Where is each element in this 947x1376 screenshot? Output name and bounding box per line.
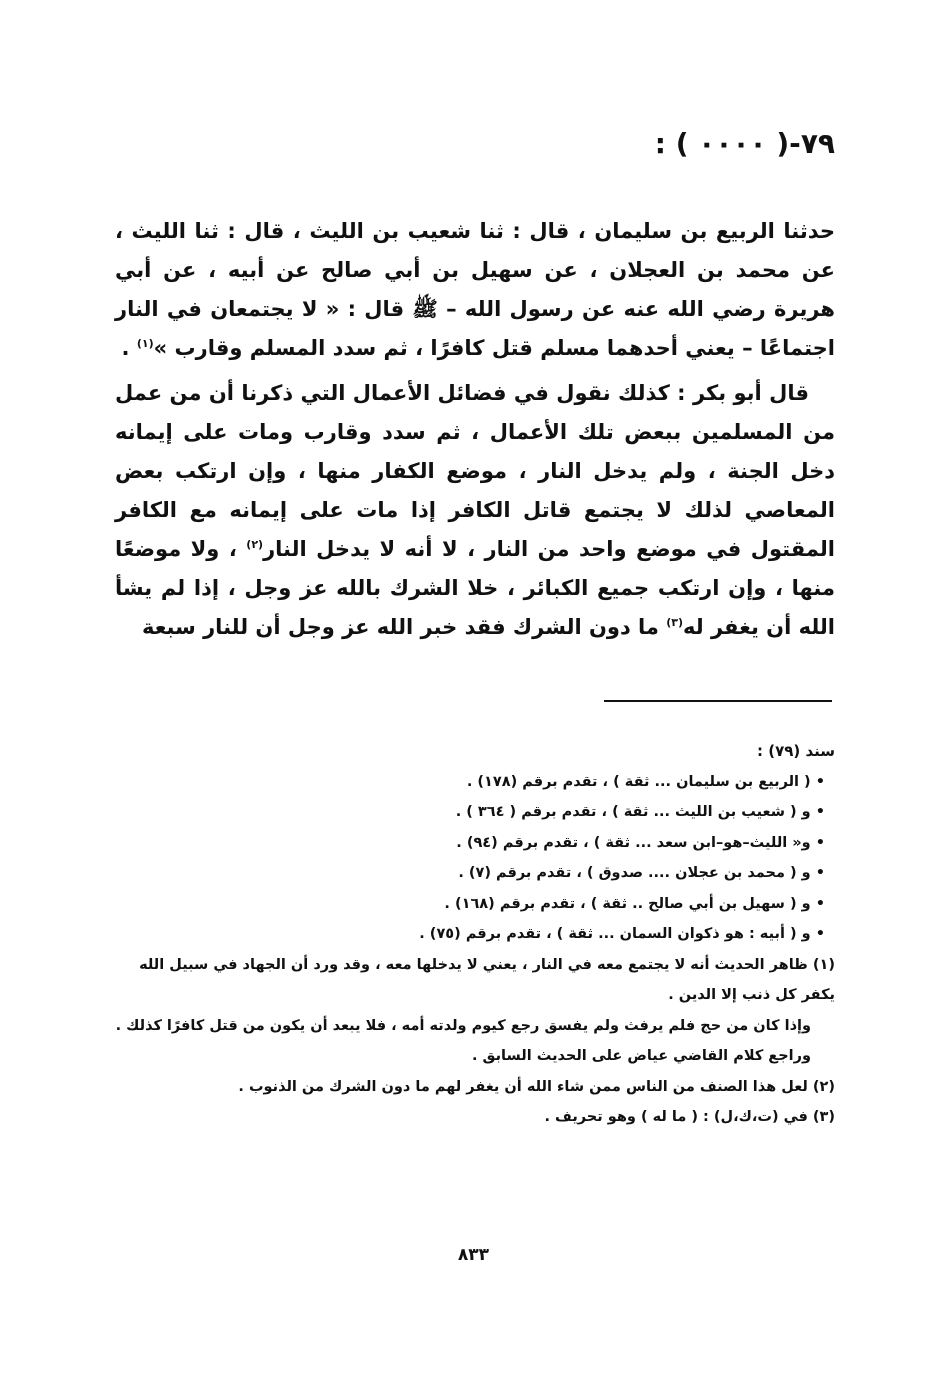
footnote-marker: (٢) — [246, 538, 264, 551]
sanad-line: • و ( شعيب بن الليث ... ثقة ) ، تقدم برقم ( ٣٦٤ ) . — [455, 804, 825, 820]
sanad-line: • و ( سهيل بن أبي صالح .. ثقة ) ، تقدم برقم (١٦٨) . — [444, 895, 825, 912]
sanad-title: سند (٧٩) : — [756, 742, 835, 760]
footnote: (٢) لعل هذا الصنف من الناس ممن شاء الله أن يغفر لهم ما دون الشرك من الذنوب . — [238, 1078, 835, 1095]
paragraph-text: ، ولا موضعًا منها ، وإن ارتكب جميع الكبائر ، خلا الشرك بالله عز وجل ، إذا لم يشأ الله أن يغفر له — [115, 537, 835, 639]
paragraph-text: حدثنا الربيع بن سليمان ، قال : ثنا شعيب بن الليث ، قال : ثنا الليث ، عن محمد بن العجلان ، عن سهيل بن أبي صالح عن أبيه ، عن أبي هريرة رضي الله عنه عن رسول الله – ﷺ قال : « لا يجتمعان في النار اجتماعًا – يعني أحدهما مسلم قتل كافرًا ، ثم سدد المسلم وقارب » — [115, 219, 835, 360]
sanad-chain — [115, 767, 835, 950]
sanad-line: • و ( محمد بن عجلان .... صدوق ) ، تقدم برقم (٧) . — [458, 865, 825, 881]
page-number: ٨٣٣ — [457, 1245, 490, 1265]
footnote-divider — [604, 700, 832, 702]
main-paragraph — [115, 212, 835, 368]
footnote: وإذا كان من حج فلم يرفث ولم يفسق رجع كيوم ولدته أمه ، فلا يبعد أن يكون من قتل كافرًا كذلك . — [115, 1017, 811, 1034]
footnote: (٣) في (ت،ك،ل) : ( ما له ) وهو تحريف . — [544, 1109, 835, 1125]
footnote: (١) ظاهر الحديث أنه لا يجتمع معه في النار ، يعني لا يدخلها معه ، وقد ورد أن الجهاد في سبيل الله يكفر كل ذنب إلا الدين . — [139, 956, 835, 1003]
sanad-line: • و« الليث–هو–ابن سعد ... ثقة ) ، تقدم برقم (٩٤) . — [456, 834, 825, 851]
sanad-line: • ( الربيع بن سليمان ... ثقة ) ، تقدم برقم (١٧٨) . — [466, 773, 825, 790]
footnote-marker: (١) — [136, 337, 154, 350]
paragraph-text: ما دون الشرك فقد خبر الله عز وجل أن للنار سبعة — [141, 615, 667, 639]
hadith-number-heading: ٧٩-( ٠٠٠٠ ) : — [654, 127, 835, 160]
sanad-line: • و ( أبيه : هو ذكوان السمان ... ثقة ) ، تقدم برقم (٧٥) . — [419, 926, 825, 942]
footnotes-section — [115, 736, 835, 1133]
paragraph-text: قال أبو بكر : كذلك نقول في فضائل الأعمال التي ذكرنا أن من عمل من المسلمين ببعض تلك الأعمال ، ثم سدد وقارب ومات على إيمانه دخل الجنة ، ولم يدخل النار ، موضع الكفار منها ، وإن ارتكب بعض المعاصي لذلك لا يجتمع قاتل الكافر إذا مات على إيمانه مع الكافر المقتول في موضع واحد من النار ، لا أنه لا يدخل النار — [115, 381, 835, 561]
footnote-list — [115, 950, 835, 1133]
main-paragraph — [115, 374, 835, 647]
footnote: وراجع كلام القاضي عياض على الحديث السابق . — [471, 1048, 811, 1064]
footnote-marker: (٣) — [666, 616, 684, 629]
main-text — [115, 212, 835, 647]
paragraph-text: . — [121, 336, 137, 360]
